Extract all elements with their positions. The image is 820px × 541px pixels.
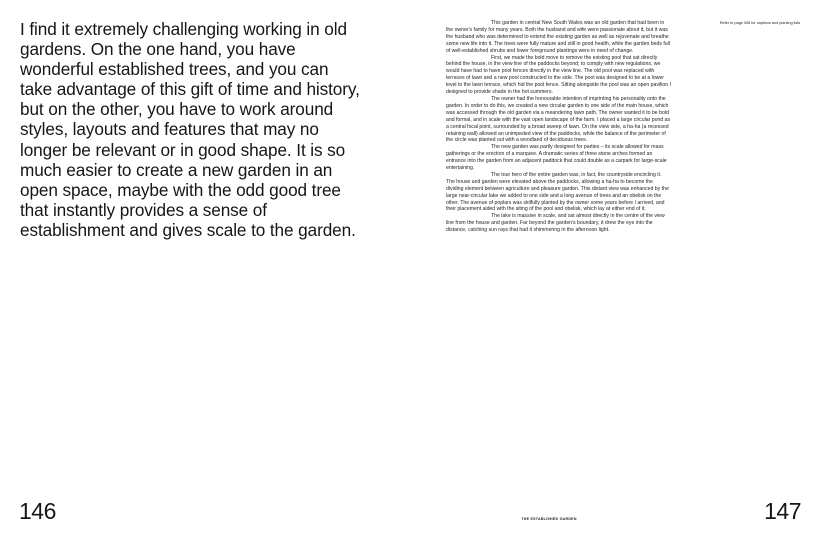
pull-quote: I find it extremely challenging working in old gardens. On the one hand, you have wonderful established trees, and you can take advantage of this gift of time and history, but on the other, you have to work around styles, layouts and features that may no longer be relevant or in good shape. It is so much easier to create a new garden in an open space, maybe with the odd good tree that instantly provides a sense of establishment and gives scale to the garden. [20,19,360,240]
body-text [446,20,671,234]
body-paragraph-2: First, we made the bold move to remove the existing pool that sat directly behind the house, in the view line of the paddocks beyond; to comply with new regulations, we would have had to have pool fences directly in the view line. The old pool was replaced with terraces of lawn and a new pool constructed to the side. The pool was designed to be at a lower level to the lawn terrace, which hid the pool fence. Sitting alongside the pool was an open pavilion I designed to provide shade in the hot summers. [446,54,671,96]
body-paragraph-3: The owner had the honourable intention of imprinting his personality onto the garden. In order to do this, we created a new circular garden to one side of the main house, which was accessed through the old garden via a meandering lawn path. The owner wanted it to be bold and formal, and in scale with the vast open landscape of the farm. I placed a large circular pond as a central focal point, surrounded by a broad sweep of lawn. On the view side, a ha-ha (a recessed retaining wall) allowed an unimpeded view of the paddocks, while the balance of the perimeter of the circle was planted out with a woodland of deciduous trees. [446,95,671,144]
body-paragraph-5: The true hero of the entire garden was, in fact, the countryside encircling it. The house and garden were elevated above the paddocks, allowing a ha-ha to become the dividing element between agriculture and pleasure garden. This distant view was enhanced by the large near-circular lake we added to one side and a long avenue of trees and an obelisk on the other. The avenue of poplars was skilfully planted by the owner some years before I arrived, and their placement aided with the siting of the pool and obelisk, which lay at either end of it. [446,171,669,213]
right-page [410,0,820,541]
page-number-right: 147 [764,498,801,524]
body-paragraph-1: This garden in central New South Wales was an old garden that had been in the owner's family for many years. Both the husband and wife were passionate about it, but it was the husband who was determined to extend the existing garden as well as rejuvenate and breathe some new life into it. The trees were fully mature and still in good health, while the garden beds full of well-established shrubs and lower foreground plantings were in need of change. [446,20,670,54]
body-paragraph-6: The lake is massive in scale, and sat almost directly in the centre of the view line from the house and garden. Far beyond the garden's boundary, it drew the eye into the distance, catching sun rays that had it shimmering in the afternoon light. [446,213,665,234]
page-number-left: 146 [19,498,56,524]
body-paragraph-4: The new garden was partly designed for parties – its scale allowed for mass gatherings or the erection of a marquee. A dramatic series of three stone arches formed an entrance into the garden from an adjacent paddock that could double as a carpark for large-scale entertaining. [446,144,667,172]
caption-reference-note: Refer to page 306 for captions and planting lists [719,21,801,25]
running-footer: THE ESTABLISHED GARDEN [521,517,577,521]
